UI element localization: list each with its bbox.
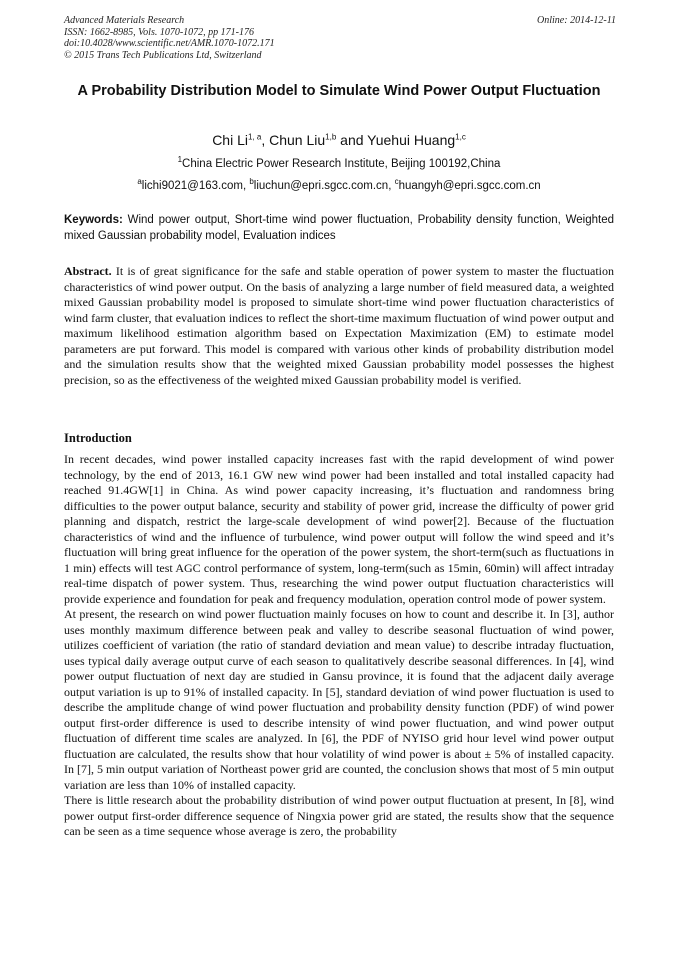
email-link[interactable]: lichi9021@163.com, [141, 180, 250, 192]
journal-name: Advanced Materials Research [64, 15, 185, 26]
author-superscript: 1, a [247, 132, 262, 142]
abstract-text: It is of great significance for the safe and stable operation of power system to master the fluctuation characteristics of wind power output. On the basis of analyzing a large number of field measured data, a weighted mixed Gaussian probability model is proposed to simulate short-time wind power fluctuation characteristics of wind farm cluster, that evaluation indices to reflect the short-time maximum fluctuation of wind power output and maximum likelihood estimation algorithm based on Expectation Maximization (EM) to estimate model parameters are put forward. This model is compared with various other kinds of probability distribution model and the simulation results show that the weighted mixed Gaussian probability model possesses the highest precision, so as the effectiveness of the weighted mixed Gaussian probability model is verified. [64, 264, 614, 387]
body-paragraph: There is little research about the probability distribution of wind power output fluctuation at present, In [8], wind power output first-order difference sequence of Ningxia power grid are stated, the results show that the sequence can be seen as a time sequence whose average is zero, the probability [64, 793, 614, 838]
affiliation-text: China Electric Power Research Institute, Beijing 100192,China [182, 158, 501, 170]
author-name: Chun Liu [269, 132, 326, 148]
paper-title: A Probability Distribution Model to Simulate Wind Power Output Fluctuation [77, 83, 601, 99]
author-list [64, 131, 614, 149]
keywords [64, 212, 614, 244]
author-superscript: 1,b [325, 132, 337, 142]
affiliation-superscript: 1 [177, 155, 183, 165]
affiliation [64, 157, 614, 172]
email-superscript: a [137, 177, 142, 187]
section-heading-introduction: Introduction [64, 431, 132, 445]
keywords-label: Keywords: [64, 214, 123, 226]
keywords-text: Wind power output, Short-time wind power fluctuation, Probability density function, Weighted mixed Gaussian probability model, Evaluation indices [64, 214, 614, 242]
author-name: Chi Li [212, 132, 248, 148]
journal-doi: doi:10.4028/www.scientific.net/AMR.1070-1072.171 [64, 38, 275, 49]
author-separator: , [261, 132, 270, 148]
online-date: Online: 2014-12-11 [537, 15, 616, 26]
email-superscript: b [249, 177, 254, 187]
author-separator: and [336, 132, 368, 148]
body-paragraph: At present, the research on wind power fluctuation mainly focuses on how to count and describe it. In [3], author uses monthly maximum difference between peak and valley to describe seasonal fluctuation of wind power, utilizes coefficient of variation (the ratio of standard deviation and mean value) to describe intraday fluctuation, uses typical daily average output curve of each season to qualitatively describe seasonal differences. In [4], wind power output fluctuation of next day are studied in Gansu province, it is found that the adjacent daily average output variation is up to 91% of installed capacity. In [5], standard deviation of wind power fluctuation is used to describe the amplitude change of wind power fluctuation and probability density function (PDF) of wind power output first-order difference is used to describe intensity of wind power fluctuation, and wind power output fluctuation of different time scales are analyzed. In [6], the PDF of NYISO grid hour level wind power output fluctuation are calculated, the results show that hour volatility of wind power is about ± 5% of installed capacity. In [7], 5 min output variation of Northeast power grid are counted, the conclusion shows that most of 5 min output variation are less than 10% of installed capacity. [64, 607, 614, 792]
journal-header [64, 15, 616, 61]
email-link[interactable]: huangyh@epri.sgcc.com.cn [398, 180, 541, 192]
introduction-body [64, 452, 614, 840]
author-emails [64, 179, 614, 194]
abstract-label: Abstract. [64, 264, 112, 278]
abstract [64, 264, 614, 388]
body-paragraph: In recent decades, wind power installed capacity increases fast with the rapid development of wind power technology, by the end of 2013, 16.1 GW new wind power had been installed and total installed capacity had reached 91.4GW[1] in China. As wind power capacity increasing, it’s fluctuation and randomness bring difficulties to the power output balance, security and stability of power grid, increase the difficulty of power grid planning and dispatch, restrict the large-scale development of wind power[2]. Because of the fluctuation characteristics of wind and the influence of turbulence, wind power output will follow the wind speed and it’s fluctuation will bring great influence for the operation of the power system, the short-term(such as fluctuations in 1 min) effects will test AGC control performance of system, long-term(such as 15min, 60min) will affect intraday real-time dispatch of power system. Thus, researching the wind power output fluctuation characteristics will provide experience and foundation for peak and frequency modulation, operation control mode of power system. [64, 452, 614, 606]
journal-issn: ISSN: 1662-8985, Vols. 1070-1072, pp 171-176 [64, 26, 254, 38]
email-superscript: c [394, 177, 399, 187]
email-link[interactable]: liuchun@epri.sgcc.com.cn, [253, 180, 395, 192]
journal-copyright: © 2015 Trans Tech Publications Ltd, Switzerland [64, 49, 262, 61]
author-superscript: 1,c [455, 132, 466, 142]
author-name: Yuehui Huang [367, 132, 456, 148]
